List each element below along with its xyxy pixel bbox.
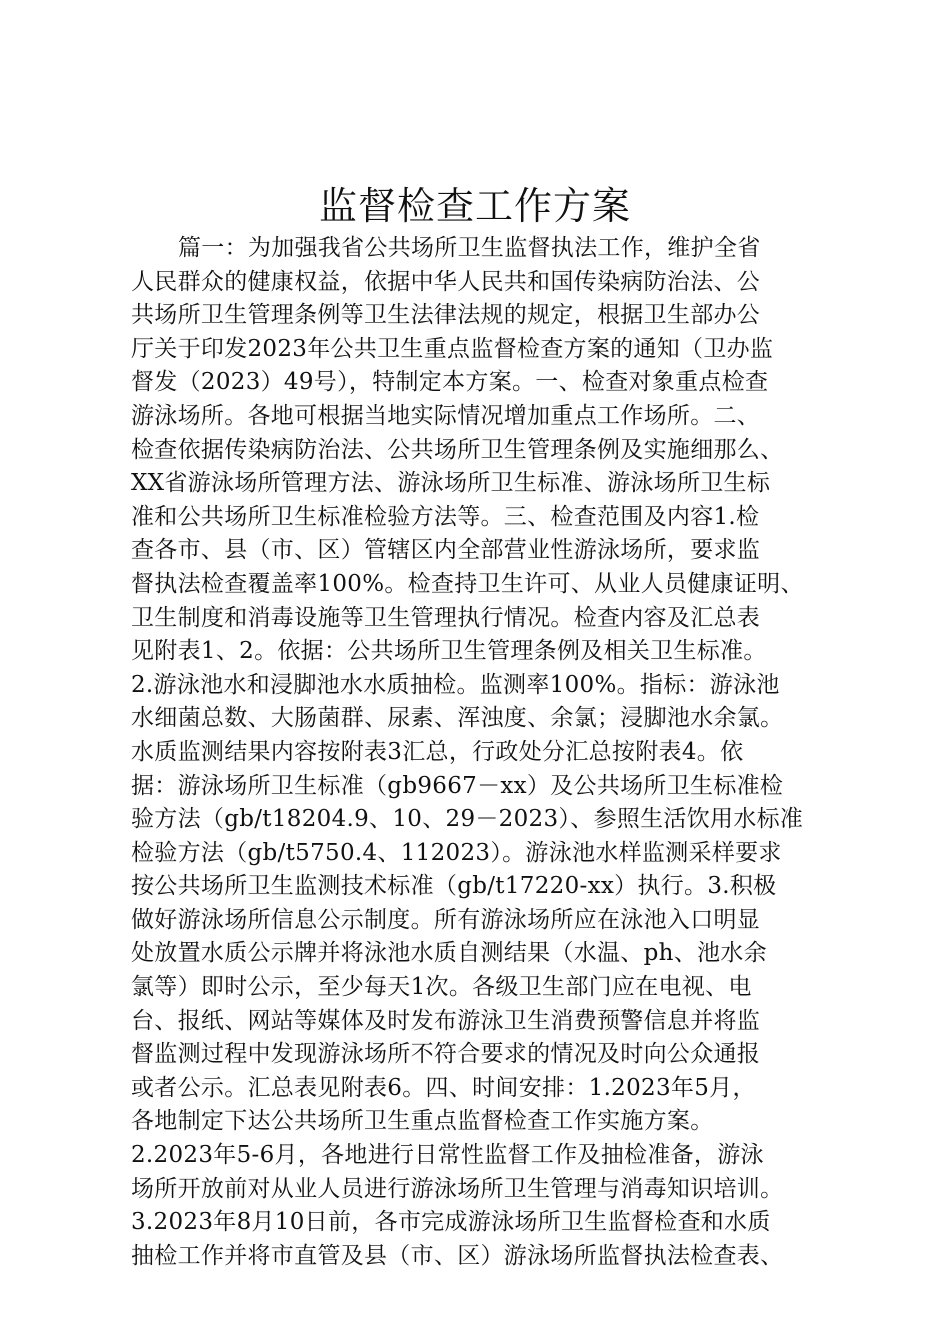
body-line: 氯等）即时公示，至少每天1次。各级卫生部门应在电视、电 — [131, 974, 752, 1001]
body-line: 据：游泳场所卫生标准（gb9667－xx）及公共场所卫生标准检 — [131, 772, 784, 799]
body-line: 厅关于印发2023年公共卫生重点监督检查方案的通知（卫办监 — [131, 335, 774, 362]
body-line: 游泳场所。各地可根据当地实际情况增加重点工作场所。二、 — [131, 402, 761, 429]
body-line: 2.游泳池水和浸脚池水水质抽检。监测率100%。指标：游泳池 — [131, 671, 780, 698]
body-line: 各地制定下达公共场所卫生重点监督检查工作实施方案。 — [131, 1108, 714, 1135]
body-line: XX省游泳场所管理方法、游泳场所卫生标准、游泳场所卫生标 — [131, 470, 771, 497]
body-line: 见附表1、2。依据：公共场所卫生管理条例及相关卫生标准。 — [131, 638, 767, 665]
body-line: 督监测过程中发现游泳场所不符合要求的情况及时向公众通报 — [131, 1041, 761, 1068]
body-line: 或者公示。汇总表见附表6。四、时间安排：1.2023年5月， — [131, 1074, 756, 1101]
body-line: 卫生制度和消毒设施等卫生管理执行情况。检查内容及汇总表 — [131, 604, 761, 631]
body-line: 检验方法（gb/t5750.4、112023）。游泳池水样监测采样要求 — [131, 839, 782, 866]
body-line: 水细菌总数、大肠菌群、尿素、浑浊度、余氯；浸脚池水余氯。 — [131, 705, 784, 732]
body-line: 共场所卫生管理条例等卫生法律法规的规定，根据卫生部办公 — [131, 302, 761, 329]
body-line: 人民群众的健康权益，依据中华人民共和国传染病防治法、公 — [131, 268, 761, 295]
document-body — [131, 232, 843, 1273]
body-line: 篇一：为加强我省公共场所卫生监督执法工作，维护全省 — [178, 235, 761, 261]
body-line: 抽检工作并将市直管及县（市、区）游泳场所监督执法检查表、 — [131, 1242, 784, 1269]
body-line: 验方法（gb/t18204.9、10、29－2023）、参照生活饮用水标准 — [131, 806, 804, 833]
body-line: 按公共场所卫生监测技术标准（gb/t17220-xx）执行。3.积极 — [131, 873, 777, 900]
body-line: 台、报纸、网站等媒体及时发布游泳卫生消费预警信息并将监 — [131, 1007, 761, 1034]
body-line: 处放置水质公示牌并将泳池水质自测结果（水温、ph、池水余 — [131, 940, 767, 967]
body-line: 场所开放前对从业人员进行游泳场所卫生管理与消毒知识培训。 — [131, 1175, 784, 1202]
body-line: 督执法检查覆盖率100%。检查持卫生许可、从业人员健康证明、 — [131, 570, 804, 597]
body-line: 督发（2023）49号），特制定本方案。一、检查对象重点检查 — [131, 369, 769, 396]
body-line: 3.2023年8月10日前，各市完成游泳场所卫生监督检查和水质 — [131, 1209, 771, 1236]
body-line: 准和公共场所卫生标准检验方法等。三、检查范围及内容1.检 — [131, 503, 760, 530]
body-line: 检查依据传染病防治法、公共场所卫生管理条例及实施细那么、 — [131, 436, 784, 463]
body-line: 水质监测结果内容按附表3汇总，行政处分汇总按附表4。依 — [131, 738, 744, 765]
body-line: 做好游泳场所信息公示制度。所有游泳场所应在泳池入口明显 — [131, 906, 761, 933]
document-title: 监督检查工作方案 — [318, 184, 631, 228]
body-line: 2.2023年5-6月，各地进行日常性监督工作及抽检准备，游泳 — [131, 1142, 764, 1169]
body-line: 查各市、县（市、区）管辖区内全部营业性游泳场所，要求监 — [131, 537, 761, 564]
